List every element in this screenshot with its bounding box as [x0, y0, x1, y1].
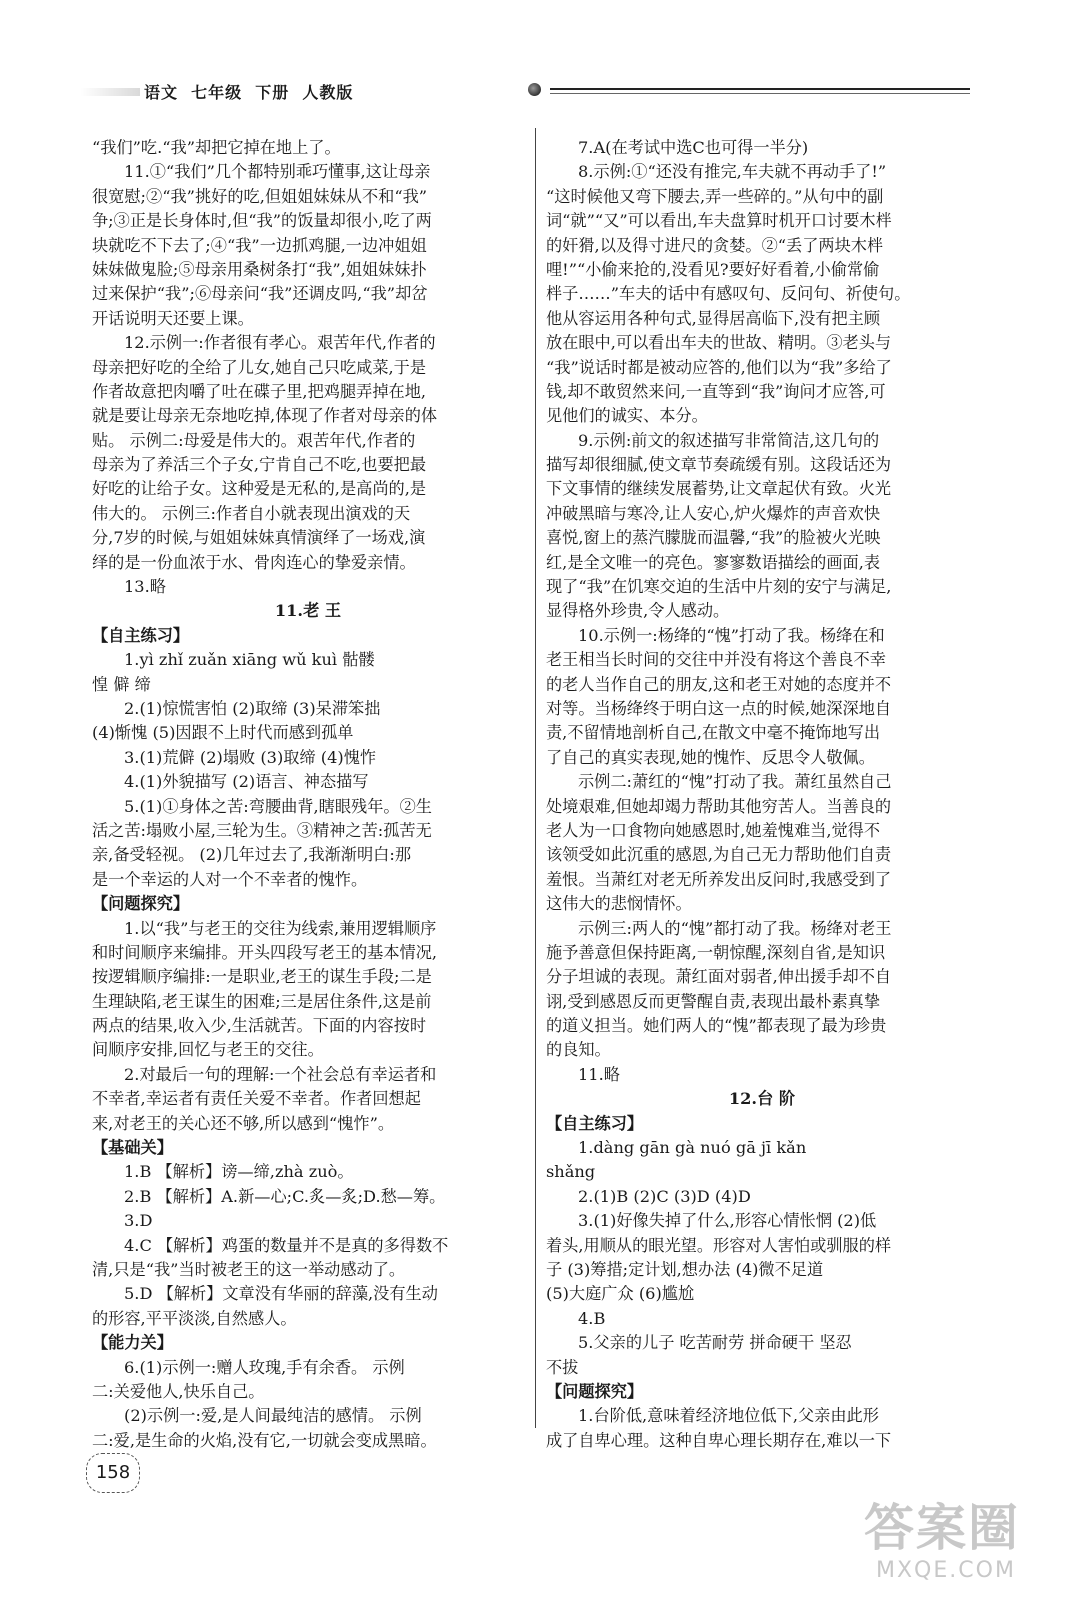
text-line: “我们”吃.“我”却把它掉在地上了。 — [92, 138, 341, 157]
text-line: 的老人当作自己的朋友,这和老王对她的态度并不 — [546, 674, 892, 694]
text-line: (2)示例一:爱,是人间最纯洁的感情。 示例 — [124, 1406, 422, 1426]
text-line: 3.(1)荒僻 (2)塌败 (3)取缔 (4)愧怍 — [124, 747, 377, 767]
text-line: 过来保护“我”;⑥母亲问“我”还调皮吗,“我”却岔 — [92, 284, 428, 304]
text-line: 争;③正是长身体时,但“我”的饭量却很小,吃了两 — [92, 211, 432, 231]
text-line: 开话说明天还要上课。 — [92, 308, 254, 328]
text-line: 【问题探究】 — [92, 894, 190, 914]
text-line: 【自主练习】 — [546, 1113, 644, 1133]
text-line: 了自己的真实表现,她的愧怍、反思令人敬佩。 — [546, 747, 875, 767]
text-line: 11.略 — [578, 1064, 620, 1084]
text-line: 两点的结果,收入少,生活就苦。下面的内容按时 — [92, 1016, 427, 1036]
text-line: 下文事情的继续发展蓄势,让文章起伏有致。火光 — [546, 479, 892, 499]
text-line: 该领受如此沉重的感恩,为自己无力帮助他们自责 — [546, 845, 892, 865]
text-line: 惶 僻 缔 — [92, 674, 151, 694]
watermark-text: 答案圈 — [864, 1499, 1020, 1557]
text-line: 绎的是一份血浓于水、骨肉连心的挚爱亲情。 — [92, 552, 416, 572]
text-line: 词“就”“又”可以看出,车夫盘算时机开口讨要木柈 — [546, 211, 892, 231]
text-line: 2.(1)B (2)C (3)D (4)D — [578, 1186, 751, 1206]
text-line: 二:关爱他人,快乐自己。 — [92, 1381, 265, 1401]
text-line: 1.B 【解析】谤—缔,zhà zuò。 — [124, 1162, 354, 1182]
text-line: 分子坦诚的表现。萧红面对弱者,伸出援手却不自 — [546, 967, 892, 987]
header-fade-bar — [80, 88, 140, 96]
text-line: 13.略 — [124, 577, 166, 597]
text-line: 示例二:萧红的“愧”打动了我。萧红虽然自己 — [578, 772, 892, 792]
text-line: 二:爱,是生命的火焰,没有它,一切就会变成黑暗。 — [92, 1430, 437, 1450]
text-line: 11.老 王 — [274, 601, 342, 621]
text-line: 作者故意把肉嚼了吐在碟子里,把鸡腿弄掉在地, — [92, 381, 427, 401]
text-line: 4.(1)外貌描写 (2)语言、神态描写 — [124, 772, 369, 792]
text-line: 显得格外珍贵,令人感动。 — [546, 601, 730, 621]
text-line: 老人为一口食物向她感恩时,她羞愧难当,觉得不 — [546, 820, 881, 840]
text-line: 4.C 【解析】鸡蛋的数量并不是真的多得数不 — [124, 1235, 449, 1255]
text-line: 成了自卑心理。这种自卑心理长期存在,难以一下 — [546, 1430, 892, 1450]
text-line: 母亲为了养活三个子女,宁肯自己不吃,也要把最 — [92, 455, 427, 475]
text-line: 柈子……”车夫的话中有感叹句、反问句、祈使句。 — [546, 284, 911, 304]
text-line: 好吃的让给子女。这种爱是无私的,是高尚的,是 — [92, 479, 427, 499]
text-line: (4)惭愧 (5)因跟不上时代而感到孤单 — [92, 723, 354, 743]
text-line: 的形容,平平淡淡,自然感人。 — [92, 1308, 297, 1328]
text-line: 红,是全文唯一的亮色。寥寥数语描绘的画面,表 — [546, 552, 881, 572]
text-line: 2.对最后一句的理解:一个社会总有幸运者和 — [124, 1064, 437, 1084]
text-line: 很宽慰;②“我”挑好的吃,但姐姐妹妹从不和“我” — [92, 186, 428, 206]
page-number: 158 — [86, 1453, 140, 1493]
text-line: 块就吃不下去了;④“我”一边抓鸡腿,一边冲姐姐 — [92, 235, 427, 255]
text-line: 2.(1)惊慌害怕 (2)取缔 (3)呆滞笨拙 — [124, 698, 381, 718]
running-header — [80, 76, 980, 110]
header-dot-icon — [528, 83, 541, 96]
text-line: 的奸猾,以及得寸进尺的贪婪。②“丢了两块木柈 — [546, 235, 884, 255]
header-rule — [550, 88, 970, 90]
text-line: (5)大庭广众 (6)尴尬 — [546, 1284, 695, 1304]
text-line: 的良知。 — [546, 1040, 611, 1060]
text-line: 3.(1)好像失掉了什么,形容心情怅惘 (2)低 — [578, 1211, 877, 1231]
text-line: 责,不留情地剖析自己,在散文中毫不掩饰地写出 — [546, 723, 881, 743]
text-line: 子 (3)筹措;定计划,想办法 (4)微不足道 — [546, 1259, 824, 1279]
text-line: “我”说话时都是被动应答的,他们以为“我”多给了 — [546, 357, 892, 377]
text-line: 伟大的。 示例三:作者自小就表现出演戏的天 — [92, 503, 411, 523]
text-line: 1.yì zhǐ zuǎn xiāng wǔ kuì 骷髅 — [124, 650, 375, 670]
header-rule-thin — [550, 93, 970, 94]
text-line: 喜悦,窗上的蒸汽朦胧而温馨,“我”的脸被火光映 — [546, 528, 881, 548]
text-line: 9.示例:前文的叙述描写非常简洁,这几句的 — [578, 430, 880, 450]
text-line: 是一个幸运的人对一个不幸者的愧怍。 — [92, 869, 368, 889]
text-line: 现了“我”在饥寒交迫的生活中片刻的安宁与满足, — [546, 577, 892, 597]
text-line: 羞恨。当萧红对老无所养发出反问时,我感受到了 — [546, 869, 892, 889]
text-line: shǎng — [546, 1162, 596, 1182]
text-line: 【基础关】 — [92, 1138, 173, 1158]
text-line: 5.D 【解析】文章没有华丽的辞藻,没有生动 — [124, 1284, 438, 1304]
text-line: 1.台阶低,意味着经济地位低下,父亲由此形 — [578, 1406, 879, 1426]
text-line: 示例三:两人的“愧”都打动了我。杨绛对老王 — [578, 918, 892, 938]
text-line: 8.示例:①“还没有推完,车夫就不再动手了!” — [578, 162, 887, 182]
text-line: “这时候他又弯下腰去,弄一些碎的。”从句中的副 — [546, 186, 884, 206]
text-line: 2.B 【解析】A.新—心;C.炙—炙;D.愁—筹。 — [124, 1186, 446, 1206]
text-line: 5.(1)①身体之苦:弯腰曲背,瞎眼残年。②生 — [124, 796, 432, 816]
text-line: 12.示例一:作者很有孝心。艰苦年代,作者的 — [124, 333, 436, 353]
text-line: 钱,却不敢贸然来问,一直等到“我”询问才应答,可 — [546, 381, 886, 401]
text-line: 分,7岁的时候,与姐姐妹妹真情演绎了一场戏,演 — [92, 528, 426, 548]
text-line: 诩,受到感恩反而更警醒自责,表现出最朴素真挚 — [546, 991, 881, 1011]
text-line: 这伟大的悲悯情怀。 — [546, 894, 692, 914]
text-line: 3.D — [124, 1211, 153, 1231]
text-line: 施予善意但保持距离,一朝惊醒,深刻自省,是知识 — [546, 942, 886, 962]
column-divider — [535, 128, 536, 1428]
text-line: 10.示例一:杨绛的“愧”打动了我。杨绛在和 — [578, 625, 885, 645]
text-line: 按逻辑顺序编排:一是职业,老王的谋生手段;二是 — [92, 967, 432, 987]
text-line: 清,只是“我”当时被老王的这一举动感动了。 — [92, 1259, 406, 1279]
text-line: 不拔 — [546, 1357, 579, 1377]
text-line: 对等。当杨绛终于明白这一点的时候,她深深地自 — [546, 698, 892, 718]
text-line: 妹妹做鬼脸;⑤母亲用桑树条打“我”,姐姐妹妹扑 — [92, 259, 427, 279]
text-line: 和时间顺序来编排。开头四段写老王的基本情况, — [92, 942, 438, 962]
text-line: 7.A(在考试中选C也可得一半分) — [578, 138, 809, 157]
text-line: 就是要让母亲无奈地吃掉,体现了作者对母亲的体 — [92, 406, 438, 426]
watermark-logo — [856, 1500, 1046, 1590]
text-line: 见他们的诚实、本分。 — [546, 406, 708, 426]
text-line: 来,对老王的关心还不够,所以感到“愧怍”。 — [92, 1113, 395, 1133]
header-title: 语文 七年级 下册 人教版 — [144, 83, 354, 102]
text-line: 1.以“我”与老王的交往为线索,兼用逻辑顺序 — [124, 918, 437, 938]
text-line: 【自主练习】 — [92, 625, 190, 645]
text-line: 生理缺陷,老王谋生的困难;三是居住条件,这是前 — [92, 991, 432, 1011]
text-line: 冲破黑暗与寒冷,让人安心,炉火爆炸的声音欢快 — [546, 503, 881, 523]
text-line: 1.dàng gān gà nuó gā jī kǎn — [578, 1138, 807, 1158]
left-column — [92, 136, 524, 1453]
text-line: 的道义担当。她们两人的“愧”都表现了最为珍贵 — [546, 1016, 887, 1036]
text-line: 母亲把好吃的全给了儿女,她自己只吃咸菜,于是 — [92, 357, 427, 377]
text-line: 间顺序安排,回忆与老王的交往。 — [92, 1040, 324, 1060]
text-line: 11.①“我们”几个都特别乖巧懂事,这让母亲 — [124, 162, 431, 182]
text-line: 12.台 阶 — [728, 1089, 796, 1109]
text-line: 放在眼中,可以看出车夫的世故、精明。③老头与 — [546, 333, 892, 353]
right-column — [546, 136, 978, 1453]
text-line: 哩!”“小偷来抢的,没看见?要好好看着,小偷常偷 — [546, 259, 880, 279]
text-line: 【问题探究】 — [546, 1381, 644, 1401]
text-line: 不幸者,幸运者有责任关爱不幸者。作者回想起 — [92, 1089, 421, 1109]
text-line: 处境艰难,但她却竭力帮助其他穷苦人。当善良的 — [546, 796, 892, 816]
text-line: 5.父亲的儿子 吃苦耐劳 拼命硬干 坚忍 — [578, 1333, 852, 1353]
text-line: 贴。 示例二:母爱是伟大的。艰苦年代,作者的 — [92, 430, 416, 450]
text-line: 6.(1)示例一:赠人玫瑰,手有余香。 示例 — [124, 1357, 405, 1377]
text-line: 描写却很细腻,使文章节奏疏缓有别。这段话还为 — [546, 455, 892, 475]
watermark-site: MXQE.COM — [876, 1558, 1016, 1583]
text-line: 【能力关】 — [92, 1333, 173, 1353]
text-line: 亲,备受轻视。 (2)几年过去了,我渐渐明白:那 — [92, 845, 412, 865]
text-line: 4.B — [578, 1308, 606, 1328]
text-line: 他从容运用各种句式,显得居高临下,没有把主顾 — [546, 308, 881, 328]
text-line: 活之苦:塌败小屋,三轮为生。③精神之苦:孤苦无 — [92, 820, 432, 840]
text-line: 老王相当长时间的交往中并没有将这个善良不幸 — [546, 650, 886, 670]
text-line: 着头,用顺从的眼光望。形容对人害怕或驯服的样 — [546, 1235, 892, 1255]
